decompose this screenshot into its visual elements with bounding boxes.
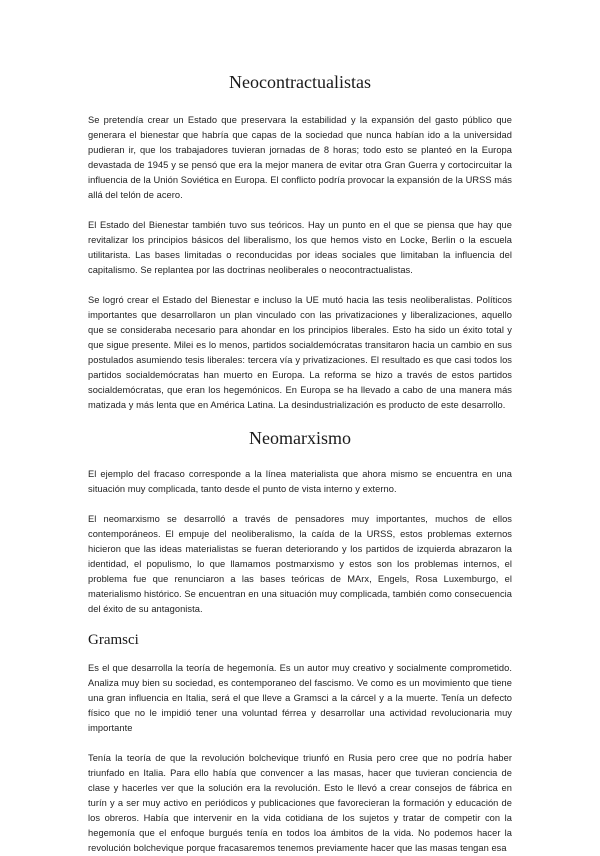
paragraph: El Estado del Bienestar también tuvo sus teóricos. Hay un punto en el que se piensa que hay que revitalizar los principios básicos del liberalismo, los que hemos visto en Locke, Berlin o la escuela utilitarista. Las bases limitadas o reconducidas por ideas sociales que limitaban la influencia del capitalismo. Se replantea por las doctrinas neoliberales o neocontractualistas.: [88, 220, 512, 275]
paragraph: El neomarxismo se desarrolló a través de pensadores muy importantes, muchos de ellos contemporáneos. El empuje del neoliberalismo, la caída de la URSS, estos problemas externos hicieron que las ideas materialistas se fueran deteriorando y los partidos de izquierda abrazaron la identidad, el populismo, lo que llamamos postmarxismo y estos son los problemas internos, el problema fue que renunciaron a las bases teóricas de MArx, Engels, Rosa Luxemburgo, el materialismo histórico. Se encuentran en una situación muy complicada, también como consecuencia del éxito de su antagonista.: [88, 514, 512, 614]
subsection-heading-gramsci: Gramsci: [88, 632, 139, 648]
paragraph: Se pretendía crear un Estado que preservara la estabilidad y la expansión del gasto público que generara el bienestar que habría que capas de la sociedad que nunca habían ido a la universidad pudieran ir, que los trabajadores tuvieran jornadas de 8 horas; todo esto se planteó en la Europa devastada de 1945 y se pensó que era la mejor manera de evitar otra Gran Guerra y cortocircuitar la influencia de la Unión Soviética en Europa. El conflicto podría provocar la expansión de la URSS más allá del telón de acero.: [88, 115, 512, 200]
section-heading-neocontractualistas: Neocontractualistas: [229, 72, 371, 92]
paragraph: Se logró crear el Estado del Bienestar e incluso la UE mutó hacia las tesis neoliberalistas. Políticos importantes que desarrollaron un plan vinculado con las privatizaciones y liberalizaciones, aquello que se consideraba necesario para ahondar en los principios liberales. Esto ha sido un éxito total y que sigue presente. Milei es lo menos, partidos socialdemócratas transitaron hacia un cambio en sus postulados asumiendo tesis liberales: tercera vía y privatizaciones. El resultado es que casi todos los partidos socialdemócratas han muerto en Europa. La reforma se hizo a través de estos partidos socialdemócratas, que eran los hegemónicos. En Europa se ha llevado a cabo de una manera más matizada y más lenta que en América Latina. La desindustrialización es producto de este desarrollo.: [88, 295, 512, 410]
paragraph: El ejemplo del fracaso corresponde a la línea materialista que ahora mismo se encuentra en una situación muy complicada, tanto desde el punto de vista interno y externo.: [88, 469, 512, 494]
section-heading-neomarxismo: Neomarxismo: [249, 428, 351, 448]
paragraph: Tenía la teoría de que la revolución bolchevique triunfó en Rusia pero cree que no podría haber triunfado en Italia. Para ello había que convencer a las masas, hacer que tuvieran conciencia de clase y hacerles ver que la solución era la revolución. Esto le llevó a crear consejos de fábrica en turín y a ser muy activo en periódicos y publicaciones que favorecieran la formación y educación de los obreros. Había que intervenir en la vida cotidiana de los sujetos y tratar de competir con la hegemonía que el enfoque burgués tenía en todos loa ámbitos de la vida. No podemos hacer la revolución bolchevique porque fracasaremos tenemos previamente hacer que las masas tengan esa: [88, 753, 512, 853]
paragraph: Es el que desarrolla la teoría de hegemonía. Es un autor muy creativo y socialmente comprometido. Analiza muy bien su sociedad, es contemporaneo del fascismo. Ve como es un movimiento que tiene una gran influencia en Italia, será el que lleve a Gramsci a la cárcel y a la muerte. Tenía un defecto físico que no le impidió tener una voluntad férrea y desarrollar una actividad revolucionaria muy importante: [88, 663, 512, 733]
